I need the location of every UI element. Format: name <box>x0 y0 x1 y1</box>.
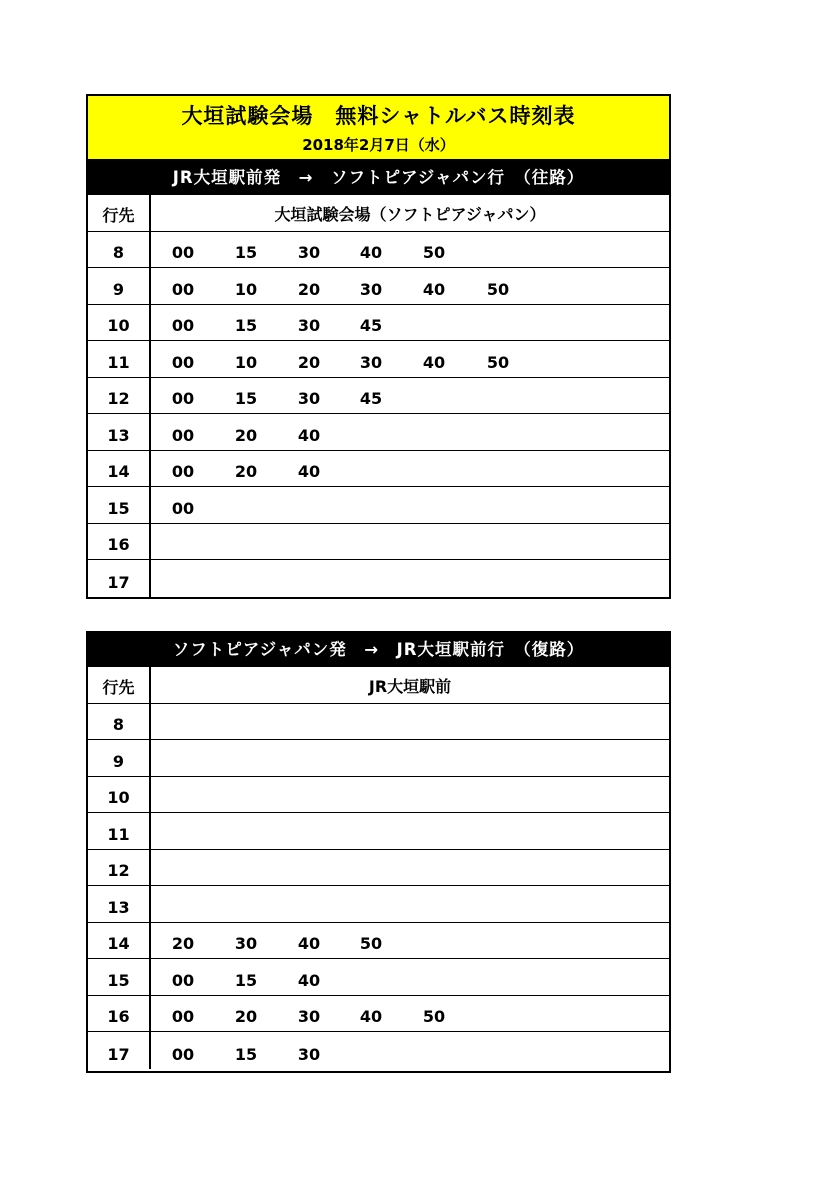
departure-minute: 45 <box>359 389 383 408</box>
table-row <box>88 560 669 597</box>
destination-header: JR大垣駅前 <box>368 676 452 696</box>
departure-minute: 40 <box>422 352 446 372</box>
hour-cell: 8 <box>88 704 151 740</box>
hour-cell: 16 <box>88 996 151 1032</box>
departure-minute: 15 <box>234 243 258 262</box>
times-cell <box>151 305 669 341</box>
hour-cell: 11 <box>88 813 151 849</box>
departure-minute: 15 <box>234 1044 258 1064</box>
departure-minute: 20 <box>234 425 258 445</box>
departure-minute: 20 <box>297 279 321 299</box>
table-row <box>88 414 669 451</box>
departure-minute: 40 <box>297 970 321 990</box>
date-label: 2018年2月7日（水） <box>302 136 455 154</box>
table-row <box>88 451 669 488</box>
times-cell <box>151 378 669 414</box>
times-cell <box>151 740 669 776</box>
return-route-heading: ソフトピアジャパン発 → JR大垣駅前行 （復路） <box>88 633 669 667</box>
departure-minute: 45 <box>359 316 383 335</box>
departure-minute: 30 <box>297 316 321 335</box>
departure-minute: 20 <box>297 352 321 372</box>
hour-column-header: 行先 <box>88 195 151 231</box>
times-cell <box>151 923 669 959</box>
table-row <box>88 886 669 923</box>
hour-cell: 15 <box>88 487 151 523</box>
departure-minute: 00 <box>171 498 195 518</box>
departure-minute: 40 <box>297 934 321 953</box>
page-title: 大垣試験会場 無料シャトルバス時刻表 <box>181 104 576 128</box>
hour-cell: 13 <box>88 886 151 922</box>
hour-cell: 16 <box>88 524 151 560</box>
times-cell <box>151 524 669 560</box>
return-header-row <box>88 667 669 704</box>
departure-minute: 50 <box>422 243 446 262</box>
hour-cell: 9 <box>88 740 151 776</box>
departure-minute: 40 <box>297 462 321 481</box>
table-row <box>88 923 669 960</box>
times-cell <box>151 850 669 886</box>
table-row <box>88 777 669 814</box>
times-cell <box>151 777 669 813</box>
times-cell <box>151 268 669 304</box>
departure-minute: 40 <box>297 425 321 445</box>
departure-minute: 30 <box>234 934 258 953</box>
departure-minute: 00 <box>171 1044 195 1064</box>
departure-minute: 15 <box>234 970 258 990</box>
departure-minute: 50 <box>486 279 510 299</box>
times-cell <box>151 232 669 268</box>
return-timetable <box>86 631 671 1073</box>
departure-minute: 30 <box>297 389 321 408</box>
departure-minute: 20 <box>234 1007 258 1026</box>
title-band <box>88 96 669 161</box>
departure-minute: 30 <box>297 1007 321 1026</box>
times-cell <box>151 560 669 597</box>
table-row <box>88 850 669 887</box>
departure-minute: 00 <box>171 425 195 445</box>
times-cell <box>151 704 669 740</box>
hour-cell: 13 <box>88 414 151 450</box>
departure-minute: 00 <box>171 352 195 372</box>
departure-minute: 30 <box>359 279 383 299</box>
times-cell <box>151 451 669 487</box>
departure-minute: 50 <box>486 352 510 372</box>
departure-minute: 00 <box>171 970 195 990</box>
times-cell <box>151 341 669 377</box>
departure-minute: 00 <box>171 1007 195 1026</box>
table-row <box>88 959 669 996</box>
table-row <box>88 232 669 269</box>
table-row <box>88 524 669 561</box>
departure-minute: 10 <box>234 279 258 299</box>
departure-minute: 40 <box>359 1007 383 1026</box>
outbound-header-row <box>88 195 669 232</box>
hour-cell: 14 <box>88 451 151 487</box>
departure-minute: 00 <box>171 279 195 299</box>
hour-cell: 11 <box>88 341 151 377</box>
outbound-rows <box>88 232 669 597</box>
table-row <box>88 268 669 305</box>
times-cell <box>151 959 669 995</box>
hour-cell: 9 <box>88 268 151 304</box>
hour-cell: 10 <box>88 305 151 341</box>
departure-minute: 00 <box>171 389 195 408</box>
times-cell <box>151 813 669 849</box>
hour-cell: 15 <box>88 959 151 995</box>
hour-cell: 17 <box>88 1032 151 1069</box>
hour-cell: 12 <box>88 850 151 886</box>
departure-minute: 15 <box>234 316 258 335</box>
table-row <box>88 487 669 524</box>
table-row <box>88 704 669 741</box>
table-row <box>88 378 669 415</box>
departure-minute: 15 <box>234 389 258 408</box>
times-cell <box>151 414 669 450</box>
destination-header: 大垣試験会場（ソフトピアジャパン） <box>274 204 546 224</box>
hour-cell: 14 <box>88 923 151 959</box>
hour-cell: 12 <box>88 378 151 414</box>
hour-cell: 10 <box>88 777 151 813</box>
departure-minute: 00 <box>171 316 195 335</box>
departure-minute: 30 <box>297 1044 321 1064</box>
departure-minute: 40 <box>422 279 446 299</box>
table-row <box>88 740 669 777</box>
departure-minute: 10 <box>234 352 258 372</box>
departure-minute: 40 <box>359 243 383 262</box>
times-cell <box>151 487 669 523</box>
departure-minute: 50 <box>359 934 383 953</box>
departure-minute: 00 <box>171 462 195 481</box>
hour-cell: 17 <box>88 560 151 597</box>
outbound-route-heading: JR大垣駅前発 → ソフトピアジャパン行 （往路） <box>88 161 669 195</box>
departure-minute: 20 <box>171 934 195 953</box>
hour-cell: 8 <box>88 232 151 268</box>
departure-minute: 00 <box>171 243 195 262</box>
departure-minute: 50 <box>422 1007 446 1026</box>
departure-minute: 20 <box>234 462 258 481</box>
table-row <box>88 305 669 342</box>
table-row <box>88 813 669 850</box>
times-cell <box>151 1032 669 1069</box>
table-row <box>88 996 669 1033</box>
table-row <box>88 1032 669 1069</box>
return-rows <box>88 704 669 1069</box>
table-row <box>88 341 669 378</box>
outbound-timetable <box>86 94 671 599</box>
hour-column-header: 行先 <box>88 667 151 703</box>
times-cell <box>151 996 669 1032</box>
departure-minute: 30 <box>297 243 321 262</box>
departure-minute: 30 <box>359 352 383 372</box>
times-cell <box>151 886 669 922</box>
